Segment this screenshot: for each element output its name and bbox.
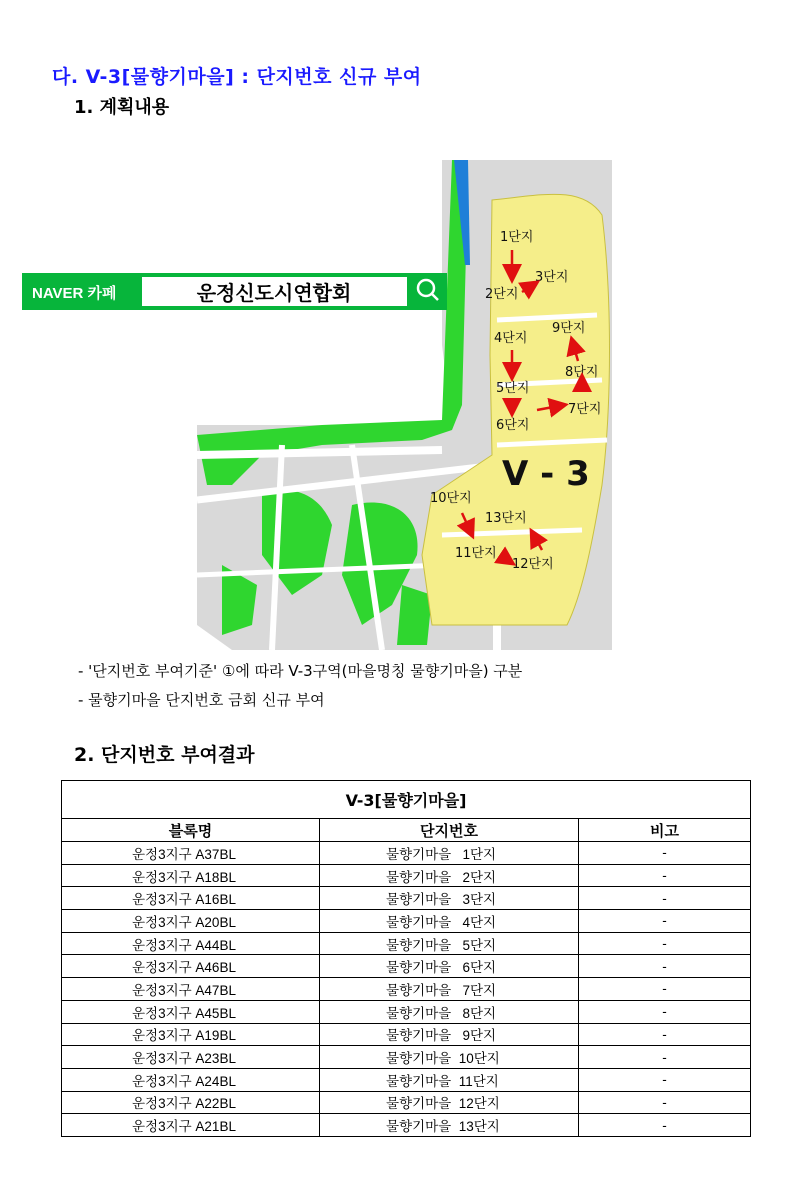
- complex-number: 물향기마을 6단지: [320, 955, 579, 978]
- complex-label-2: 2단지: [485, 287, 519, 302]
- remarks: -: [579, 978, 751, 1001]
- remarks: -: [579, 955, 751, 978]
- table-row: [62, 978, 751, 1001]
- remarks: -: [579, 1023, 751, 1046]
- table-row: [62, 1068, 751, 1091]
- table-row: [62, 1023, 751, 1046]
- complex-label-6: 6단지: [496, 418, 530, 433]
- bullet-item: - 물향기마을 단지번호 금회 신규 부여: [78, 691, 325, 709]
- table-row: [62, 955, 751, 978]
- remarks: -: [579, 887, 751, 910]
- table-row: [62, 1046, 751, 1069]
- block-name: 운정3지구 A24BL: [62, 1068, 320, 1091]
- complex-number: 물향기마을 3단지: [320, 887, 579, 910]
- complex-label-9: 9단지: [552, 321, 586, 336]
- complex-label-4: 4단지: [494, 331, 528, 346]
- block-name: 운정3지구 A47BL: [62, 978, 320, 1001]
- complex-label-10: 10단지: [430, 491, 472, 506]
- complex-number: 물향기마을 8단지: [320, 1000, 579, 1023]
- block-name: 운정3지구 A18BL: [62, 864, 320, 887]
- table-row: [62, 1091, 751, 1114]
- complex-label-13: 13단지: [485, 511, 527, 526]
- complex-number: 물향기마을 11단지: [320, 1068, 579, 1091]
- complex-label-11: 11단지: [455, 546, 497, 561]
- remarks: -: [579, 1000, 751, 1023]
- complex-number: 물향기마을 9단지: [320, 1023, 579, 1046]
- block-name: 운정3지구 A44BL: [62, 932, 320, 955]
- block-name: 운정3지구 A23BL: [62, 1046, 320, 1069]
- result-table: [61, 780, 751, 1137]
- remarks: -: [579, 932, 751, 955]
- bullet-item: - '단지번호 부여기준' ①에 따라 V-3구역(마을명칭 물향기마을) 구분: [78, 662, 523, 680]
- complex-label-7: 7단지: [568, 402, 602, 417]
- block-name: 운정3지구 A45BL: [62, 1000, 320, 1023]
- district-label: V - 3: [502, 454, 590, 494]
- table-row: [62, 842, 751, 865]
- complex-label-3: 3단지: [535, 270, 569, 285]
- block-name: 운정3지구 A16BL: [62, 887, 320, 910]
- section-heading-result: 2. 단지번호 부여결과: [74, 744, 255, 766]
- table-title: V-3[물향기마을]: [62, 781, 751, 819]
- complex-label-8: 8단지: [565, 365, 599, 380]
- remarks: -: [579, 1068, 751, 1091]
- remarks: -: [579, 1114, 751, 1137]
- park-area: [397, 585, 432, 645]
- complex-number: 물향기마을 2단지: [320, 864, 579, 887]
- complex-label-5: 5단지: [496, 381, 530, 396]
- cafe-name: 운정신도시연합회: [196, 281, 352, 305]
- complex-number: 물향기마을 5단지: [320, 932, 579, 955]
- complex-label-1: 1단지: [500, 230, 534, 245]
- block-name: 운정3지구 A37BL: [62, 842, 320, 865]
- road: [197, 450, 442, 455]
- complex-number: 물향기마을 4단지: [320, 910, 579, 933]
- complex-label-12: 12단지: [512, 557, 554, 572]
- complex-number: 물향기마을 10단지: [320, 1046, 579, 1069]
- column-header: 단지번호: [320, 819, 579, 842]
- table-row: [62, 864, 751, 887]
- remarks: -: [579, 910, 751, 933]
- table-row: [62, 910, 751, 933]
- block-name: 운정3지구 A19BL: [62, 1023, 320, 1046]
- remarks: -: [579, 1046, 751, 1069]
- table-row: [62, 1000, 751, 1023]
- column-header: 블록명: [62, 819, 320, 842]
- remarks: -: [579, 864, 751, 887]
- block-name: 운정3지구 A22BL: [62, 1091, 320, 1114]
- page-title: 다. V-3[물향기마을] : 단지번호 신규 부여: [52, 66, 422, 88]
- district-map: [22, 155, 612, 650]
- remarks: -: [579, 1091, 751, 1114]
- table-row: [62, 1114, 751, 1137]
- complex-number: 물향기마을 1단지: [320, 842, 579, 865]
- block-name: 운정3지구 A20BL: [62, 910, 320, 933]
- remarks: -: [579, 842, 751, 865]
- block-name: 운정3지구 A21BL: [62, 1114, 320, 1137]
- block-name: 운정3지구 A46BL: [62, 955, 320, 978]
- section-heading-plan: 1. 계획내용: [74, 97, 170, 118]
- complex-number: 물향기마을 7단지: [320, 978, 579, 1001]
- table-row: [62, 932, 751, 955]
- column-header: 비고: [579, 819, 751, 842]
- complex-number: 물향기마을 13단지: [320, 1114, 579, 1137]
- table-row: [62, 887, 751, 910]
- complex-number: 물향기마을 12단지: [320, 1091, 579, 1114]
- park-area: [197, 160, 467, 485]
- naver-label: NAVER 카페: [32, 285, 117, 302]
